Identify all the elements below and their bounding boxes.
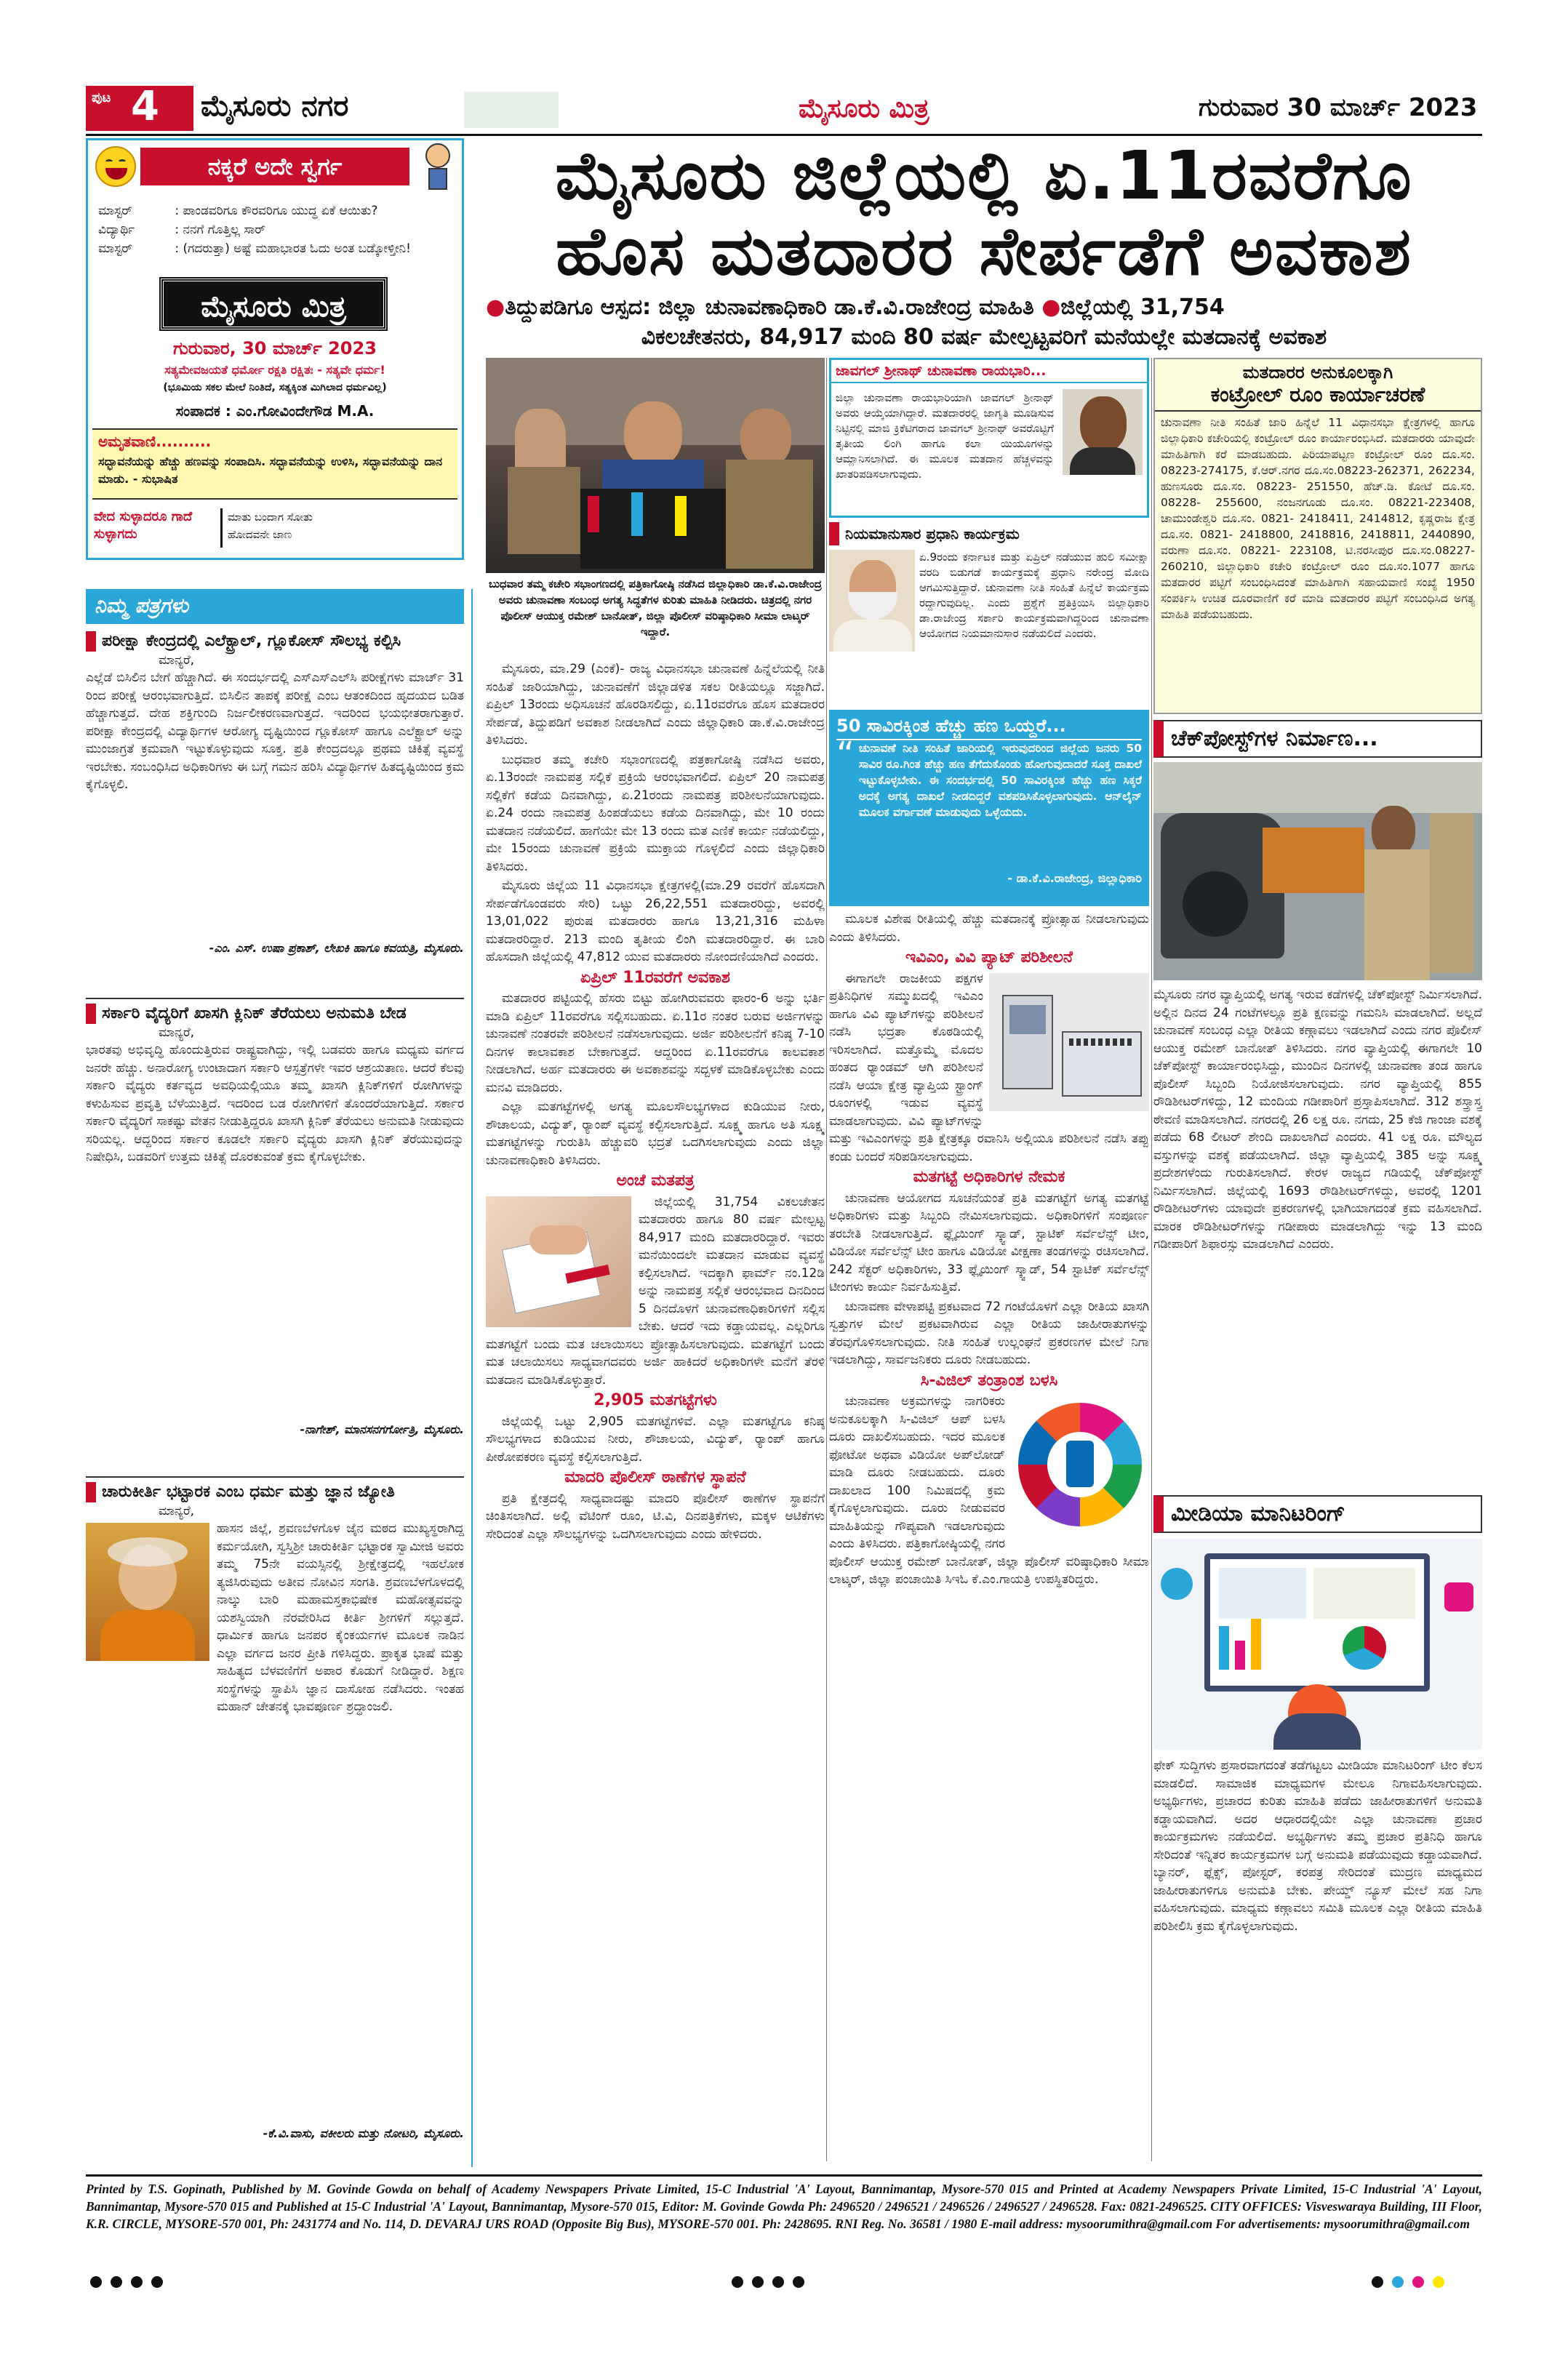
srinath-box	[829, 358, 1149, 518]
cartoon-icon	[417, 143, 459, 193]
subhead-model: ಮಾದರಿ ಪೊಲೀಸ್ ಠಾಣೆಗಳ ಸ್ಥಾಪನೆ	[564, 1468, 746, 1486]
letter-1-greeting: ಮಾನ್ಯರೆ,	[159, 653, 195, 668]
gaade-right: ಮಾತು ಬಂದಾಗ ಸೋತು ಹೋದವನೇ ಜಾಣ	[228, 511, 313, 541]
dialogue-line: ಮಾಸ್ಟರ್ : ಪಾಂಡವರಿಗೂ ಕೌರವರಿಗೂ ಯುದ್ಧ ಏಕೆ ಆಯಿತು?	[98, 204, 378, 218]
headline-sub1-a: ತಿದ್ದುಪಡಿಗೂ ಆಸ್ಪದ: ಜಿಲ್ಲಾ ಚುನಾವಣಾಧಿಕಾರಿ ಡಾ.ಕೆ.ವಿ.ರಾಜೇಂದ್ರ ಮಾಹಿತಿ	[505, 295, 1034, 320]
paper-info-date: ಗುರುವಾರ, 30 ಮಾರ್ಚ್ 2023	[173, 338, 377, 359]
letter-2-title: ಸರ್ಕಾರಿ ವೈದ್ಯರಿಗೆ ಖಾಸಗಿ ಕ್ಲಿನಿಕ್ ತೆರೆಯಲು ಅನುಮತಿ ಬೇಡ	[86, 1004, 464, 1024]
letter-3-greeting: ಮಾನ್ಯರೆ,	[159, 1504, 195, 1518]
gaade-divider	[220, 508, 223, 548]
cvigil-graphic	[1011, 1396, 1149, 1534]
nakkare-box	[86, 138, 464, 560]
headline	[486, 138, 1482, 356]
quote-box	[829, 710, 1149, 906]
registration-dots-right	[1367, 2276, 1449, 2291]
imprint: Printed by T.S. Gopinath, Published by M. Govinde Gowda on behalf of Academy Newspapers Private Limited, 15-C Industrial 'A' Layout, Bannimantap, Mysore-570 015 and Printed at Academy Newspapers Private Limited, 15-C Industrial 'A' Layout, Bannimantap, Mysore-570 015 and Published at 15-C Industrial 'A' Layout, Bannimantap, Mysore-570 015, Editor: M. Govinde Gowda Ph: 2496520 / 2496521 / 2496526 / 2496527 / 2496528. Fax: 0821-2496525. CITY OFFICES: Visveswaraya Building, III Floor, K.R. CIRCLE, MYSORE-570 001, Ph: 2431774 and No. 114, D. DEVARAJ URS ROAD (Opposite Big Bus), MYSORE-570 001. Ph: 2428695. RNI Reg. No. 36581 / 1980 E-mail address: mysoorumithra@gmail.com For advertisements: mysoorumithra@gmail.com	[86, 2182, 1482, 2231]
headline-sub1	[486, 292, 1482, 323]
control-room-title2: ಕಂಟ್ರೋಲ್ ರೂಂ ಕಾರ್ಯಾಚರಣೆ	[1155, 383, 1481, 412]
media-illustration	[1153, 1539, 1482, 1750]
paper-info-editor: ಸಂಪಾದಕ : ಎಂ.ಗೋವಿಂದೇಗೌಡ M.A.	[175, 402, 375, 420]
subhead-april: ಏಪ್ರಿಲ್ 11ರವರೆಗೆ ಅವಕಾಶ	[580, 968, 730, 987]
swamiji-photo	[86, 1523, 209, 1661]
press-meet-caption: ಬುಧವಾರ ತಮ್ಮ ಕಚೇರಿ ಸಭಾಂಗಣದಲ್ಲಿ ಪತ್ರಿಕಾಗೋಷ್ಠಿ ನಡೆಸಿದ ಜಿಲ್ಲಾಧಿಕಾರಿ ಡಾ.ಕೆ.ವಿ.ರಾಜೇಂದ್ರ ಅವರು ಚುನಾವಣಾ ಸಂಬಂಧ ಅಗತ್ಯ ಸಿದ್ಧತೆಗಳ ಕುರಿತು ಮಾಹಿತಿ ನೀಡಿದರು. ಚಿತ್ರದಲ್ಲಿ ನಗರ ಪೊಲೀಸ್ ಆಯುಕ್ತ ರಮೇಶ್ ಬಾನೋತ್, ಜಿಲ್ಲಾ ಪೊಲೀಸ್ ವರಿಷ್ಠಾಧಿಕಾರಿ ಸೀಮಾ ಲಾಟ್ಕರ್ ಇದ್ದಾರೆ.	[489, 577, 822, 638]
evm-photo	[989, 973, 1149, 1111]
letters-header	[86, 589, 464, 624]
nakkare-title: ನಕ್ಕರೆ ಅದೇ ಸ್ವರ್ಗ	[140, 148, 409, 185]
checkpost-text: ಮೈಸೂರು ನಗರ ವ್ಯಾಪ್ತಿಯಲ್ಲಿ ಅಗತ್ಯ ಇರುವ ಕಡೆಗಳಲ್ಲಿ ಚೆಕ್‌ಪೋಸ್ಟ್ ನಿರ್ಮಿಸಲಾಗಿದೆ. ಅಲ್ಲಿನ ದಿನದ 24 ಗಂಟೆಗಳಲ್ಲೂ ಪ್ರತಿ ಕ್ಷಣವನ್ನು ಗಮನಿಸಿ ಮಾಡಲಾಗಿದೆ. ಅಲ್ಲದೆ ಚುನಾವಣೆ ಸಂಬಂಧ ಎಲ್ಲಾ ರೀತಿಯ ಕಣ್ಗಾವಲು ಇಡಲಾಗಿದೆ ಎಂದು ನಗರ ಪೊಲೀಸ್ ಆಯುಕ್ತ ರಮೇಶ್ ಬಾನೋತ್ ತಿಳಿಸಿದರು. ನಗರ ವ್ಯಾಪ್ತಿಯಲ್ಲಿ ಈಗಾಗಲೇ 10 ಚೆಕ್‌ಪೋಸ್ಟ್ ಕಾರ್ಯಾರಂಭಿಸಿದ್ದು, ಮುಂದಿನ ದಿನಗಳಲ್ಲಿ ಚುನಾವಣಾ ತಂಡ ಹಾಗೂ ಪೊಲೀಸ್ ಸಿಬ್ಬಂದಿ ನಿಯೋಜಿಸಲಾಗುವುದು. ನಗರ ವ್ಯಾಪ್ತಿಯಲ್ಲಿ 855 ರೌಡಿಶೀಟರ್‌ಗಳಿದ್ದು, 12 ಮಂದಿಯ ಗಡೀಪಾರಿಗೆ ಪ್ರಸ್ತಾಪಿಸಲಾಗಿದೆ. 312 ಶಸ್ತ್ರಾಸ್ತ್ರ ಠೇವಣಿ ಮಾಡಿಸಲಾಗಿದೆ. ನಗರದಲ್ಲಿ 26 ಲಕ್ಷ ರೂ. ನಗದು, 25 ಕೆಜಿ ಗಾಂಜಾ ವಶಕ್ಕೆ ಪಡೆದು 68 ಲೀಟರ್ ಶೇಂದಿ ದಾಖಲಾಗಿದೆ ಎಂದರು. 41 ಲಕ್ಷ ರೂ. ಮೌಲ್ಯದ ವಸ್ತುಗಳನ್ನು ವಶಕ್ಕೆ ಪಡೆಯಲಾಗಿದೆ. ಜಿಲ್ಲಾ ವ್ಯಾಪ್ತಿಯಲ್ಲಿ 385 ಅನ್ನು ಸೂಕ್ಷ್ಮ ಪ್ರದೇಶಗಳೆಂದು ಗುರುತಿಸಲಾಗಿದೆ. ಕೇರಳ ರಾಜ್ಯದ ಗಡಿಯಲ್ಲಿ ಚೆಕ್‌ಪೋಸ್ಟ್ ನಿರ್ಮಿಸಲಾಗಿದೆ. ಜಿಲ್ಲೆಯಲ್ಲಿ 1693 ರೌಡಿಶೀಟರ್‌ಗಳಿದ್ದು, ಅವರಲ್ಲಿ 1201 ರೌಡಿಶೀಟರ್‌ಗಳು ಯಾವುದೇ ಪ್ರಕರಣಗಳಲ್ಲಿ ಭಾಗಿಯಾಗದಂತೆ ಕ್ರಮ ವಹಿಸಲಾಗಿದೆ. ಮಾರಕ ರೌಡಿಶೀಟರ್‌ಗಳನ್ನು ಗಡೀಪಾರು ಮಾಡಲಾಗಿದ್ದು ಇನ್ನು 13 ಮಂದಿ ಗಡೀಪಾರಿಗೆ ಶಿಫಾರಸ್ಸು ಮಾಡಲಾಗಿದೆ ಎಂದರು.	[1153, 988, 1482, 1252]
bullet-icon: ●	[486, 295, 505, 320]
letter-1-body: ಎಲ್ಲೆಡೆ ಬಿಸಿಲಿನ ಬೇಗೆ ಹೆಚ್ಚಾಗಿದೆ. ಈ ಸಂದರ್ಭದಲ್ಲಿ ಎಸ್ಎಸ್ಎಲ್‌ಸಿ ಪರೀಕ್ಷೆಗಳು ಮಾರ್ಚ್ 31 ರಿಂದ ಪರೀಕ್ಷೆ ಆರಂಭವಾಗುತ್ತಿದೆ. ಬಿಸಿಲಿನ ತಾಪಕ್ಕೆ ಪರೀಕ್ಷೆ ಎಂಬ ಆತಂಕದಿಂದ ಹೃದಯದ ಬಡಿತ ಹೆಚ್ಚಾಗುತ್ತದೆ. ದೇಹ ಶಕ್ತಿಗುಂದಿ ನಿರ್ಜಲೀಕರಣವಾಗುತ್ತದೆ. ಇದರಿಂದ ಭಯಭೀತರಾಗುತ್ತಾರೆ. ಪರೀಕ್ಷಾ ಕೇಂದ್ರದಲ್ಲಿ ವಿದ್ಯಾರ್ಥಿಗಳ ಆರೋಗ್ಯ ದೃಷ್ಟಿಯಿಂದ ಗ್ಲೂಕೋಸ್ ಹಾಗೂ ಎಲೆಕ್ಟ್ರಾಲ್ ಅನ್ನು ಮುಂಜಾಗ್ರತೆ ಕ್ರಮವಾಗಿ ಇಟ್ಟುಕೊಳ್ಳುವುದು ಸೂಕ್ತ. ಪ್ರತಿ ಕೇಂದ್ರದಲ್ಲೂ ಪ್ರಥಮ ಚಿಕಿತ್ಸೆ ವ್ಯವಸ್ಥೆ ಇರಬೇಕು. ಸಂಬಂಧಿಸಿದ ಅಧಿಕಾರಿಗಳು ಈ ಬಗ್ಗೆ ಗಮನ ಹರಿಸಿ ವಿದ್ಯಾರ್ಥಿಗಳ ಹಿತದೃಷ್ಟಿಯಿಂದ ಕ್ರಮ ಕೈಗೊಳ್ಳಲಿ.	[86, 670, 464, 792]
subhead-booths: 2,905 ಮತಗಟ್ಟೆಗಳು	[593, 1391, 717, 1409]
letter-2-signature: -ನಾಗೇಶ್, ಮಾನಸನಗರ್ಗೋತ್ರಿ, ಮೈಸೂರು.	[300, 1422, 464, 1436]
bullet-icon: ●	[1041, 295, 1061, 320]
col-rule-2	[1151, 358, 1152, 2161]
masthead-rule	[86, 134, 1482, 136]
quote-text: ಚುನಾವಣೆ ನೀತಿ ಸಂಹಿತೆ ಜಾರಿಯಲ್ಲಿ ಇರುವುದರಿಂದ ಜಿಲ್ಲೆಯ ಜನರು 50 ಸಾವಿರ ರೂ.ಗಿಂತ ಹೆಚ್ಚು ಹಣ ತೆಗೆದುಕೊಂಡು ಹೋಗುವುದಾದರೆ ಸೂಕ್ತ ದಾಖಲೆ ಇಟ್ಟುಕೊಳ್ಳಬೇಕು. ಈ ಸಂದರ್ಭದಲ್ಲಿ 50 ಸಾವಿರಕ್ಕಿಂತ ಹೆಚ್ಚು ಹಣ ಸಿಕ್ಕರೆ ಅದಕ್ಕೆ ಅಗತ್ಯ ದಾಖಲೆ ನೀಡದಿದ್ದರೆ ವಶಪಡಿಸಿಕೊಳ್ಳಲಾಗುವುದು. ಆನ್‌ಲೈನ್ ಮೂಲಕ ವರ್ಗಾವಣೆ ಮಾಡುವುದು ಒಳ್ಳೆಯದು.	[858, 742, 1142, 819]
headline-line1: ಮೈಸೂರು ಜಿಲ್ಲೆಯಲ್ಲಿ ಏ.11ರವರೆಗೂ	[555, 137, 1413, 215]
letter-3-signature: -ಕೆ.ವಿ.ವಾಸು, ವಕೀಲರು ಮತ್ತು ನೋಟರಿ, ಮೈಸೂರು.	[263, 2126, 464, 2140]
page-number-box	[86, 83, 193, 131]
checkpost-photo	[1153, 762, 1482, 980]
main-para7: ಜಿಲ್ಲೆಯಲ್ಲಿ ಒಟ್ಟು 2,905 ಮತಗಟ್ಟೆಗಳಿವೆ. ಎಲ್ಲಾ ಮತಗಟ್ಟೆಗೂ ಕನಿಷ್ಠ ಸೌಲಭ್ಯಗಳಾದ ಕುಡಿಯುವ ನೀರು, ಶೌಚಾಲಯ, ವಿದ್ಯುತ್, ರ್‍ಯಾಂಪ್ ಹಾಗೂ ಪೀಠೋಪಕರಣ ವ್ಯವಸ್ಥೆ ಕಲ್ಪಿಸಲಾಗುತ್ತಿದೆ.	[486, 1414, 825, 1465]
page-label: ಪುಟ	[92, 90, 111, 105]
media-title: ಮೀಡಿಯಾ ಮಾನಿಟರಿಂಗ್	[1153, 1495, 1482, 1533]
letter-1-title: ಪರೀಕ್ಷಾ ಕೇಂದ್ರದಲ್ಲಿ ಎಲೆಕ್ಟ್ರಾಲ್, ಗ್ಲೂಕೋಸ್ ಸೌಲಭ್ಯ ಕಲ್ಪಿಸಿ	[86, 631, 464, 652]
gaade-left: ವೇದ ಸುಳ್ಳಾದರೂ ಗಾದೆ ಸುಳ್ಳಾಗದು	[94, 509, 193, 542]
subhead-officers: ಮತಗಟ್ಟೆ ಅಧಿಕಾರಿಗಳ ನೇಮಕ	[913, 1168, 1065, 1186]
amrutha-title: ಅಮೃತವಾಣಿ..........	[98, 433, 212, 450]
modi-text: ಏ.9ರಂದು ಕರ್ನಾಟಕ ಮತ್ತು ಏಪ್ರಿಲ್ ನಡೆಯುವ ಹುಲಿ ಸಮೀಕ್ಷಾ ವರದಿ ಬಿಡುಗಡೆ ಕಾರ್ಯಕ್ರಮಕ್ಕೆ ಪ್ರಧಾನಿ ನರೇಂದ್ರ ಮೋದಿ ಆಗಮಿಸುತ್ತಿದ್ದಾರೆ. ಚುನಾವಣಾ ನೀತಿ ಸಂಹಿತೆ ಹಿನ್ನೆಲೆ ಕಾರ್ಯಕ್ರಮ ರದ್ದಾಗುವುದಿಲ್ಲ. ಎಂದು ಪ್ರಶ್ನೆಗೆ ಪ್ರತಿಕ್ರಿಯಿಸಿ ಜಿಲ್ಲಾಧಿಕಾರಿ ಡಾ.ರಾಜೇಂದ್ರ ಸರ್ಕಾರಿ ಕಾರ್ಯಕ್ರಮವಾಗಿದ್ದರಿಂದ ಚುನಾವಣಾ ಆಯೋಗದ ನಿಯಮಾನುಸಾರ ನಡೆಯಲಿದೆ ಎಂದರು.	[919, 551, 1149, 640]
quote-icon: “	[836, 734, 855, 775]
srinath-photo	[1063, 389, 1143, 475]
letter-3-body: ಹಾಸನ ಜಿಲ್ಲೆ, ಶ್ರವಣಬೆಳಗೊಳ ಜೈನ ಮಠದ ಮುಖ್ಯಸ್ಥರಾಗಿದ್ದ ಕರ್ಮಯೋಗಿ, ಸ್ವಸ್ತಿಶ್ರೀ ಚಾರುಕೀರ್ತಿ ಭಟ್ಟಾರಕ ಸ್ವಾಮೀಜಿ ಅವರು ತಮ್ಮ 75ನೇ ವಯಸ್ಸಿನಲ್ಲಿ ಶ್ರೀಕ್ಷೇತ್ರದಲ್ಲಿ ಇಹಲೋಕ ತ್ಯಜಿಸಿರುವುದು ಅತೀವ ನೋವಿನ ಸಂಗತಿ. ಶ್ರವಣಬೆಳಗೊಳದಲ್ಲಿ ನಾಲ್ಕು ಬಾರಿ ಮಹಾಮಸ್ತಕಾಭಿಷೇಕ ಮಹೋತ್ಸವವನ್ನು ಯಶಸ್ವಿಯಾಗಿ ನೆರವೇರಿಸಿದ ಕೀರ್ತಿ ಶ್ರೀಗಳಿಗೆ ಸಲ್ಲುತ್ತದೆ. ಧಾರ್ಮಿಕ ಹಾಗೂ ಜನಪರ ಕೈಂಕರ್ಯಗಳ ಮೂಲಕ ನಾಡಿನ ಎಲ್ಲಾ ವರ್ಗದ ಜನರ ಪ್ರೀತಿ ಗಳಿಸಿದ್ದರು. ಪ್ರಾಕೃತ ಭಾಷೆ ಮತ್ತು ಸಾಹಿತ್ಯದ ಬೆಳವಣಿಗೆಗೆ ಅಪಾರ ಕೊಡುಗೆ ನೀಡಿದ್ದಾರೆ. ಶಿಕ್ಷಣ ಸಂಸ್ಥೆಗಳನ್ನು ಸ್ಥಾಪಿಸಿ ಜ್ಞಾನ ದಾಸೋಹ ನಡೆಸಿದರು. ಇಂತಹ ಮಹಾನ್ ಚೇತನಕ್ಕೆ ಭಾವಪೂರ್ಣ ಶ್ರದ್ಧಾಂಜಲಿ.	[217, 1521, 464, 1714]
letter-1-signature: -ಎಂ. ಎಸ್. ಉಷಾ ಪ್ರಕಾಶ್, ಲೇಖಕಿ ಹಾಗೂ ಕವಯತ್ರಿ, ಮೈಸೂರು.	[209, 941, 464, 955]
masthead-date: ಗುರುವಾರ 30 ಮಾರ್ಚ್ 2023	[1199, 93, 1478, 122]
letter-3	[86, 1476, 464, 2167]
letter-1	[86, 631, 464, 995]
paper-info-logo: ಮೈಸೂರು ಮಿತ್ರ	[161, 279, 386, 329]
nakkare-dialogue	[98, 201, 455, 258]
voting-photo	[486, 1196, 631, 1327]
modi-title: ನಿಯಮಾನುಸಾರ ಪ್ರಧಾನಿ ಕಾರ್ಯಕ್ರಮ	[829, 522, 1149, 545]
registration-dots-center	[727, 2276, 809, 2291]
letters-rule	[471, 589, 473, 2167]
section-green-bar	[464, 92, 559, 128]
control-room-box	[1153, 358, 1482, 714]
main-para3: ಮೈಸೂರು ಜಿಲ್ಲೆಯ 11 ವಿಧಾನಸಭಾ ಕ್ಷೇತ್ರಗಳಲ್ಲಿ(ಮಾ.29 ರವರೆಗೆ ಹೊಸದಾಗಿ ಸೇರ್ಪಡೆಗೊಂಡವರು ಸೇರಿ) ಒಟ್ಟು 26,22,551 ಮತದಾರರಿದ್ದು, ಅವರಲ್ಲಿ 13,01,022 ಪುರುಷ ಮತದಾರರು ಹಾಗೂ 13,21,316 ಮಹಿಳಾ ಮತದಾರರಿದ್ದಾರೆ. 213 ಮಂದಿ ತೃತೀಯ ಲಿಂಗಿ ಮತದಾರರಿದ್ದಾರೆ. ಈ ಬಾರಿ ಹೊಸದಾಗಿ ಜಿಲ್ಲೆಯಲ್ಲಿ 47,812 ಯುವ ಮತದಾರರು ನೋಂದಣಿಯಾಗಿದೆ ಎಂದರು.	[486, 878, 825, 964]
control-room-title1: ಮತದಾರರ ಅನುಕೂಲಕ್ಕಾಗಿ	[1242, 362, 1393, 383]
main-para1: ಮೈಸೂರು, ಮಾ.29 (ಎಂಕೆ)- ರಾಜ್ಯ ವಿಧಾನಸಭಾ ಚುನಾವಣೆ ಹಿನ್ನೆಲೆಯಲ್ಲಿ ನೀತಿ ಸಂಹಿತೆ ಜಾರಿಯಾಗಿದ್ದು, ಚುನಾವಣೆಗೆ ಜಿಲ್ಲಾಡಳಿತ ಸಕಲ ರೀತಿಯಲ್ಲೂ ಸಜ್ಜಾಗಿದೆ. ಏಪ್ರಿಲ್ 13ರಂದು ಅಧಿಸೂಚನೆ ಹೊರಡಿಸಲಿದ್ದು, ಏ.11ರವರೆಗೂ ಹೊಸ ಮತದಾರರ ಸೇರ್ಪಡೆ, ತಿದ್ದುಪಡಿಗೆ ಅವಕಾಶ ನೀಡಲಾಗಿದೆ ಎಂದು ಜಿಲ್ಲಾಧಿಕಾರಿ ಡಾ.ಕೆ.ವಿ.ರಾಜೇಂದ್ರ ತಿಳಿಸಿದರು.	[486, 662, 825, 748]
mid-evm: ಈಗಾಗಲೇ ರಾಜಕೀಯ ಪಕ್ಷಗಳ ಪ್ರತಿನಿಧಿಗಳ ಸಮ್ಮುಖದಲ್ಲಿ ಇವಿಎಂ ಹಾಗೂ ವಿವಿ ಪ್ಯಾಟ್‌ಗಳನ್ನು ಪರಿಶೀಲನೆ ನಡೆಸಿ ಭದ್ರತಾ ಕೊಠಡಿಯಲ್ಲಿ ಇರಿಸಲಾಗಿದೆ. ಮತ್ತೊಮ್ಮೆ ಮೊದಲ ಹಂತದ ರ್‍ಯಾಂಡಮ್ ಆಗಿ ಪರಿಶೀಲನೆ ನಡೆಸಿ ಆಯಾ ಕ್ಷೇತ್ರ ವ್ಯಾಪ್ತಿಯ ಸ್ಟ್ರಾಂಗ್ ರೂಂಗಳಲ್ಲಿ ಇಡುವ ವ್ಯವಸ್ಥೆ ಮಾಡಲಾಗುವುದು. ವಿವಿ ಪ್ಯಾಟ್‌ಗಳನ್ನು ಮತ್ತು ಇವಿಎಂಗಳನ್ನು ಪ್ರತಿ ಕ್ಷೇತ್ರಕ್ಕೂ ರವಾನಿಸಿ ಅಲ್ಲಿಯೂ ಪರಿಶೀಲನೆ ನಡೆಸಿ ತಪ್ಪು ಕಂಡು ಬಂದರೆ ಸರಿಪಡಿಸಲಾಗುವುದು.	[829, 971, 1149, 1164]
mid-article	[829, 910, 1149, 2161]
srinath-title: ಜಾವಗಲ್ ಶ್ರೀನಾಥ್ ಚುನಾವಣಾ ರಾಯಭಾರಿ...	[831, 360, 1147, 383]
headline-sub2: ವಿಕಲಚೇತನರು, 84,917 ಮಂದಿ 80 ವರ್ಷ ಮೇಲ್ಪಟ್ಟವರಿಗೆ ಮನೆಯಲ್ಲೇ ಮತದಾನಕ್ಕೆ ಅವಕಾಶ	[641, 324, 1327, 350]
headline-sub1-b: ಜಿಲ್ಲೆಯಲ್ಲಿ 31,754	[1060, 295, 1225, 320]
quote-title: 50 ಸಾವಿರಕ್ಕಿಂತ ಹೆಚ್ಚು ಹಣ ಒಯ್ದರೆ...	[836, 716, 1142, 740]
modi-box	[829, 522, 1149, 704]
paper-info-motto1: ಸತ್ಯಮೇವಜಯತೆ ಧರ್ಮೋ ರಕ್ಷತಿ ರಕ್ಷಿತಃ - ಸತ್ಯವೇ ಧರ್ಮ!	[164, 363, 385, 377]
letter-2-greeting: ಮಾನ್ಯರೆ,	[159, 1025, 195, 1040]
amrutha-text: ಸದ್ಭಾವನೆಯನ್ನು ಹೆಚ್ಚು ಹಣವನ್ನು ಸಂಪಾದಿಸಿ. ಸದ್ಭಾವನೆಯನ್ನು ಉಳಿಸಿ, ಸದ್ಭಾವನೆಯನ್ನು ದಾನ ಮಾಡು. - ಸುಭಾಷಿತ	[98, 455, 443, 486]
checkpost-title: ಚೆಕ್‌ಪೋಸ್ಟ್‌ಗಳ ನಿರ್ಮಾಣ...	[1153, 720, 1482, 758]
headline-line2: ಹೊಸ ಮತದಾರರ ಸೇರ್ಪಡೆಗೆ ಅವಕಾಶ	[556, 212, 1412, 290]
page-number: 4	[131, 83, 159, 130]
mid-officers: ಚುನಾವಣಾ ಆಯೋಗದ ಸೂಚನೆಯಂತೆ ಪ್ರತಿ ಮತಗಟ್ಟೆಗೆ ಅಗತ್ಯ ಮತಗಟ್ಟೆ ಅಧಿಕಾರಿಗಳು ಮತ್ತು ಸಿಬ್ಬಂದಿ ನೇಮಿಸಲಾಗುವುದು. ಅಧಿಕಾರಿಗಳಿಗೆ ಸಂಪೂರ್ಣ ತರಬೇತಿ ನೀಡಲಾಗುತ್ತಿದೆ. ಫ್ಲೈಯಿಂಗ್ ಸ್ಕ್ವಾಡ್, ಸ್ಟಾಟಿಕ್ ಸರ್ವೆಲೆನ್ಸ್ ಟೀಂ, ವಿಡಿಯೋ ಸರ್ವೆಲೆನ್ಸ್ ಟೀಂ ಹಾಗೂ ವಿಡಿಯೋ ವೀಕ್ಷಣಾ ತಂಡಗಳನ್ನು ರಚಿಸಲಾಗಿದೆ. 242 ಸೆಕ್ಟರ್ ಅಧಿಕಾರಿಗಳು, 33 ಫ್ಲೈಯಿಂಗ್ ಸ್ಕ್ವಾಡ್, 54 ಸ್ಟಾಟಿಕ್ ಸರ್ವೆಲೆನ್ಸ್ ಟೀಂಗಳು ಕಾರ್ಯ ನಿರ್ವಹಿಸುತ್ತಿವೆ.	[829, 1190, 1149, 1294]
dialogue-line: ಮಾಸ್ಟರ್ : (ಗದರುತ್ತಾ) ಅಷ್ಟೆ ಮಹಾಭಾರತ ಓದು ಅಂತ ಬಡ್ಕೋಳ್ತೀನಿ!	[98, 241, 411, 256]
main-para2: ಬುಧವಾರ ತಮ್ಮ ಕಚೇರಿ ಸಭಾಂಗಣದಲ್ಲಿ ಪತ್ರಕಾಗೋಷ್ಠಿ ನಡೆಸಿದ ಅವರು, ಏ.13ರಂದೇ ನಾಮಪತ್ರ ಸಲ್ಲಿಕೆ ಪ್ರಕ್ರಿಯೆ ಆರಂಭವಾಗಲಿದೆ. ಏಪ್ರಿಲ್ 20 ನಾಮಪತ್ರ ಸಲ್ಲಿಕೆಗೆ ಕಡೆಯ ದಿನವಾಗಿದ್ದು, ಏ.21ರಂದು ನಾಮಪತ್ರ ಪರಿಶೀಲನೆಯಾಗುವುದು. ಏ.24 ರಂದು ನಾಮಪತ್ರ ಹಿಂಪಡೆಯಲು ಕಡೆಯ ದಿನವಾಗಿದ್ದು, ಮೇ 10 ರಂದು ಮತದಾನ ನಡೆಯಲಿದೆ. ಹಾಗೆಯೇ ಮೇ 13 ರಂದು ಮತ ಎಣಿಕೆ ಕಾರ್ಯ ನಡೆಯಲಿದ್ದು, ಮೇ 15ರಂದು ಚುನಾವಣೆ ಪ್ರಕ್ರಿಯೆ ಮುಕ್ತಾಯ ಗೊಳ್ಳಲಿದೆ ಎಂದು ಜಿಲ್ಲಾಧಿಕಾರಿ ತಿಳಿಸಿದರು.	[486, 752, 825, 874]
mid-cvigil: ಚುನಾವಣಾ ಅಕ್ರಮಗಳನ್ನು ನಾಗರಿಕರು ಅನುಕೂಲಕ್ಕಾಗಿ ಸಿ-ವಿಜಿಲ್ ಆಪ್ ಬಳಸಿ ದೂರು ದಾಖಲಿಸಬಹುದು. ಇದರ ಮೂಲಕ ಫೋಟೋ ಅಥವಾ ವಿಡಿಯೋ ಅಪ್‌ಲೋಡ್ ಮಾಡಿ ದೂರು ನೀಡಬಹುದು. ದೂರು ದಾಖಲಾದ 100 ನಿಮಿಷದಲ್ಲಿ ಕ್ರಮ ಕೈಗೊಳ್ಳಲಾಗುವುದು. ದೂರು ನೀಡುವವರ ಮಾಹಿತಿಯನ್ನು ಗೌಪ್ಯವಾಗಿ ಇಡಲಾಗುವುದು ಎಂದು ತಿಳಿಸಿದರು. ಪತ್ರಿಕಾಗೋಷ್ಠಿಯಲ್ಲಿ ನಗರ ಪೊಲೀಸ್ ಆಯುಕ್ತ ರಮೇಶ್ ಬಾನೋತ್, ಜಿಲ್ಲಾ ಪೊಲೀಸ್ ವರಿಷ್ಠಾಧಿಕಾರಿ ಸೀಮಾ ಲಾಟ್ಕರ್, ಜಿಲ್ಲಾ ಪಂಚಾಯಿತಿ ಸಿಇಓ ಕೆ.ಎಂ.ಗಾಯತ್ರಿ ಉಪಸ್ಥಿತರಿದ್ದರು.	[829, 1394, 1149, 1587]
section-name: ಮೈಸೂರು ನಗರ	[201, 89, 349, 123]
control-room-text: ಚುನಾವಣಾ ನೀತಿ ಸಂಹಿತೆ ಜಾರಿ ಹಿನ್ನೆಲೆ 11 ವಿಧಾನಸಭಾ ಕ್ಷೇತ್ರಗಳಲ್ಲಿ ಹಾಗೂ ಜಿಲ್ಲಾಧಿಕಾರಿ ಕಚೇರಿಯಲ್ಲಿ ಕಂಟ್ರೋಲ್ ರೂಂ ಕಾರ್ಯಾರಂಭಿಸಿದೆ. ಮತದಾರರು ಯಾವುದೇ ಮಾಹಿತಿಗಾಗಿ ಕರೆ ಮಾಡಬಹುದು. ಪಿರಿಯಾಪಟ್ಟಣ ಕಂಟ್ರೋಲ್ ರೂಂ ದೂ.ಸಂ. 08223-274175, ಕೆ.ಆರ್.ನಗರ ದೂ.ಸಂ.08223-262371, 262234, ಹುಣಸೂರು ದೂ.ಸಂ. 08223- 251550, ಹೆಚ್.ಡಿ. ಕೋಟೆ ದೂ.ಸಂ. 08228- 255600, ನಂಜನಗೂಡು ದೂ.ಸಂ. 08221-223408, ಚಾಮುಂಡೇಶ್ವರಿ ದೂ.ಸಂ. 0821- 2418411, 2414812, ಕೃಷ್ಣರಾಜ ಕ್ಷೇತ್ರ ದೂ.ಸಂ. 0821- 2418800, 2418816, 2418811, 2440890, ವರುಣಾ ದೂ.ಸಂ. 08221- 223108, ಟಿ.ನರಸೀಪುರ ದೂ.ಸಂ.08227- 260210, ಜಿಲ್ಲಾಧಿಕಾರಿ ಕಚೇರಿ ಕಂಟ್ರೋಲ್ ರೂಂ ದೂ.ಸಂ.1077 ಹಾಗೂ ಮತದಾರರ ಪಟ್ಟಿಗೆ ಸಂಬಂಧಿಸಿದಂತೆ ಮಾಹಿತಿಗಾಗಿ ಸಹಾಯವಾಣಿ ಸಂಖ್ಯೆ 1950 ಸಂಪರ್ಕಿಸಿ ಉಚಿತ ದೂರವಾಣಿಗೆ ಕರೆ ಮಾಡಿ ಮತದಾರರ ಪಟ್ಟಿಗೆ ಸಂಬಂಧಿಸಿದ ಅಗತ್ಯ ಮಾಹಿತಿ ಪಡೆಯಬಹುದು.	[1161, 416, 1475, 621]
subhead-evm: ಇವಿಎಂ, ವಿವಿ ಪ್ಯಾಟ್ ಪರಿಶೀಲನೆ	[905, 948, 1073, 966]
main-para8: ಪ್ರತಿ ಕ್ಷೇತ್ರದಲ್ಲಿ ಸಾಧ್ಯವಾದಷ್ಟು ಮಾದರಿ ಪೊಲೀಸ್ ಠಾಣೆಗಳ ಸ್ಥಾಪನೆಗೆ ಚಿಂತಿಸಲಾಗಿದೆ. ಅಲ್ಲಿ ವೆಟಿಂಗ್ ರೂಂ, ಟಿ.ವಿ, ದಿನಪತ್ರಿಕೆಗಳು, ಮಕ್ಕಳ ಆಟಿಕೆಗಳು ಸೇರಿದಂತೆ ಎಲ್ಲಾ ಸೌಲಭ್ಯಗಳನ್ನು ಒದಗಿಸಲಾಗುವುದು ಎಂದು ಹೇಳಿದರು.	[486, 1491, 825, 1542]
quote-sign: - ಡಾ.ಕೆ.ವಿ.ರಾಜೇಂದ್ರ, ಜಿಲ್ಲಾಧಿಕಾರಿ	[1007, 871, 1142, 885]
checkpost-box	[1153, 720, 1482, 1491]
letter-2	[86, 998, 464, 1463]
letter-2-body: ಭಾರತವು ಅಭಿವೃದ್ಧಿ ಹೊಂದುತ್ತಿರುವ ರಾಷ್ಟ್ರವಾಗಿದ್ದು, ಇಲ್ಲಿ ಬಡವರು ಹಾಗೂ ಮಧ್ಯಮ ವರ್ಗದ ಜನರೇ ಹೆಚ್ಚು. ಅನಾರೋಗ್ಯ ಉಂಟಾದಾಗ ಸರ್ಕಾರಿ ಆಸ್ಪತ್ರೆಗಳೇ ಇವರ ಆಶ್ರಯತಾಣ. ಆದರೆ ಕೆಲವು ಸರ್ಕಾರಿ ವೈದ್ಯರು ಕರ್ತವ್ಯದ ಅವಧಿಯಲ್ಲಿಯೂ ತಮ್ಮ ಖಾಸಗಿ ಕ್ಲಿನಿಕ್‌ಗಳಿಗೆ ರೋಗಿಗಳನ್ನು ಕಳುಹಿಸುವ ಪ್ರವೃತ್ತಿ ಬೆಳೆಯುತ್ತಿದೆ. ಇದರಿಂದ ಬಡ ರೋಗಿಗಳಿಗೆ ತೊಂದರೆಯಾಗುತ್ತಿದೆ. ಸರ್ಕಾರ ಸರ್ಕಾರಿ ವೈದ್ಯರಿಗೆ ಸಾಕಷ್ಟು ವೇತನ ನೀಡುತ್ತಿದ್ದರೂ ಖಾಸಗಿ ಕ್ಲಿನಿಕ್ ತೆರೆಯಲು ಅನುಮತಿ ನೀಡುವುದು ಸರಿಯಲ್ಲ. ಆದ್ದರಿಂದ ಸರ್ಕಾರ ಕೂಡಲೇ ಸರ್ಕಾರಿ ವೈದ್ಯರು ಖಾಸಗಿ ಕ್ಲಿನಿಕ್ ತೆರೆಯುವುದನ್ನು ನಿಷೇಧಿಸಿ, ಬಡವರಿಗೆ ಉತ್ತಮ ಚಿಕಿತ್ಸೆ ದೊರಕುವಂತೆ ಕ್ರಮ ಕೈಗೊಳ್ಳಬೇಕು.	[86, 1043, 464, 1164]
mid-intro: ಮೂಲಕ ವಿಶೇಷ ರೀತಿಯಲ್ಲಿ ಹೆಚ್ಚು ಮತದಾನಕ್ಕೆ ಪ್ರೋತ್ಸಾಹ ನೀಡಲಾಗುವುದು ಎಂದು ತಿಳಿಸಿದರು.	[829, 912, 1149, 945]
masthead	[86, 83, 1482, 131]
paper-logo: ಮೈಸೂರು ಮಿತ್ರ	[799, 93, 929, 124]
paper-info-motto2: (ಭೂಮಿಯ ಸಕಲ ಮೇಲೆ ನಿಂತಿದೆ, ಸತ್ಯಕ್ಕಿಂತ ಮಿಗಿಲಾದ ಧರ್ಮವಿಲ್ಲ)	[163, 382, 387, 393]
col-rule-1	[826, 358, 827, 2161]
modi-photo	[829, 550, 915, 652]
imprint-rule	[86, 2174, 1482, 2177]
letter-3-title: ಚಾರುಕೀರ್ತಿ ಭಟ್ಟಾರಕ ಎಂಬ ಧರ್ಮ ಮತ್ತು ಜ್ಞಾನ ಜ್ಯೋತಿ	[86, 1482, 464, 1502]
amrutha-box	[92, 428, 457, 500]
main-article-col1	[486, 660, 825, 1911]
dialogue-line: ವಿದ್ಯಾರ್ಥಿ : ನನಗೆ ಗೊತ್ತಿಲ್ಲ ಸಾರ್	[98, 223, 265, 237]
main-para6: ಜಿಲ್ಲೆಯಲ್ಲಿ 31,754 ವಿಕಲಚೇತನ ಮತದಾರರು ಹಾಗೂ 80 ವರ್ಷ ಮೇಲ್ಪಟ್ಟ 84,917 ಮಂದಿ ಮತದಾರರಿದ್ದಾರೆ. ಇವರು ಮನೆಯಿಂದಲೇ ಮತದಾನ ಮಾಡುವ ವ್ಯವಸ್ಥೆ ಕಲ್ಪಿಸಲಾಗಿದೆ. ಇದಕ್ಕಾಗಿ ಫಾರ್ಮ್ ನಂ.12ಡಿ ಅನ್ನು ನಾಮಪತ್ರ ಸಲ್ಲಿಕೆ ಆರಂಭವಾದ ದಿನದಿಂದ 5 ದಿನದೊಳಗೆ ಚುನಾವಣಾಧಿಕಾರಿಗಳಿಗೆ ಸಲ್ಲಿಸ ಬೇಕು. ಆದರೆ ಇದು ಕಡ್ಡಾಯವಲ್ಲ. ಎಲ್ಲರಿಗೂ ಮತಗಟ್ಟೆಗೆ ಬಂದು ಮತ ಚಲಾಯಿಸಲು ಪ್ರೋತ್ಸಾಹಿಸಲಾಗುವುದು. ಮತಗಟ್ಟೆಗೆ ಬಂದು ಮತ ಚಲಾಯಿಸಲು ಸಾಧ್ಯವಾಗದವರು ಅರ್ಜಿ ಹಾಕಿದರೆ ಅಧಿಕಾರಿಗಳೇ ಮನೆಗೆ ತೆರಳಿ ಮತದಾನ ಮಾಡಿಸಿಕೊಳ್ಳುತ್ತಾರೆ.	[486, 1194, 825, 1388]
mid-media: ಚುನಾವಣಾ ವೇಳಾಪಟ್ಟಿ ಪ್ರಕಟವಾದ 72 ಗಂಟೆಯೊಳಗೆ ಎಲ್ಲಾ ರೀತಿಯ ಖಾಸಗಿ ಸ್ವತ್ತುಗಳ ಮೇಲೆ ಪ್ರಕಟವಾಗಿರುವ ಎಲ್ಲಾ ರೀತಿಯ ಜಾಹೀರಾತುಗಳನ್ನು ತೆರವುಗೊಳಿಸಲಾಗುವುದು. ನೀತಿ ಸಂಹಿತೆ ಉಲ್ಲಂಘನೆ ಪ್ರಕರಣಗಳ ಮೇಲೆ ನಿಗಾ ಇಡಲಾಗಿದ್ದು, ಸಾರ್ವಜನಿಕರು ದೂರು ನೀಡಬಹುದು.	[829, 1299, 1149, 1367]
letters-header-title: ನಿಮ್ಮ ಪತ್ರಗಳು	[95, 593, 188, 617]
media-box	[1153, 1495, 1482, 2164]
press-meet-photo	[486, 358, 825, 573]
main-para5: ಎಲ್ಲಾ ಮತಗಟ್ಟೆಗಳಲ್ಲಿ ಅಗತ್ಯ ಮೂಲಸೌಲಭ್ಯಗಳಾದ ಕುಡಿಯುವ ನೀರು, ಶೌಚಾಲಯ, ವಿದ್ಯುತ್, ರ್‍ಯಾಂಪ್ ವ್ಯವಸ್ಥೆ ಕಲ್ಪಿಸಲಾಗುತ್ತಿದೆ. ಸೂಕ್ಷ್ಮ ಹಾಗೂ ಅತಿ ಸೂಕ್ಷ್ಮ ಮತಗಟ್ಟೆಗಳನ್ನು ಗುರುತಿಸಿ ಹೆಚ್ಚುವರಿ ಭದ್ರತೆ ಒದಗಿಸಲಾಗುವುದು ಎಂದು ಜಿಲ್ಲಾ ಚುನಾವಣಾಧಿಕಾರಿ ತಿಳಿಸಿದರು.	[486, 1100, 825, 1168]
subhead-home: ಅಂಚೆ ಮತಪತ್ರ	[616, 1172, 695, 1190]
main-para4: ಮತದಾರರ ಪಟ್ಟಿಯಲ್ಲಿ ಹೆಸರು ಬಿಟ್ಟು ಹೋಗಿರುವವರು ಫಾರಂ-6 ಅನ್ನು ಭರ್ತಿ ಮಾಡಿ ಏಪ್ರಿಲ್ 11ರವರೆಗೂ ಸಲ್ಲಿಸಬಹುದು. ಏ.11ರ ನಂತರ ಬರುವ ಅರ್ಜಿಗಳನ್ನು ಚುನಾವಣೆ ನಂತರವೇ ಪರಿಶೀಲನೆ ನಡೆಸಲಾಗುವುದು. ಅರ್ಜಿ ಪರಿಶೀಲನೆಗೆ ಕನಿಷ್ಠ 7-10 ದಿನಗಳ ಕಾಲಾವಕಾಶ ಬೇಕಾಗುತ್ತದೆ. ಆದ್ದರಿಂದ ಏ.11ರವರೆಗೂ ಕಾಲವಕಾಶ ನೀಡಲಾಗಿದೆ. ಅರ್ಹ ಮತದಾರರು ಈ ಅವಕಾಶವನ್ನು ಸದ್ಬಳಕೆ ಮಾಡಿಕೊಳ್ಳಬೇಕು ಎಂದು ಮನವಿ ಮಾಡಿದರು.	[486, 991, 825, 1095]
media-text: ಫೇಕ್ ಸುದ್ದಿಗಳು ಪ್ರಸಾರವಾಗದಂತೆ ತಡೆಗಟ್ಟಲು ಮೀಡಿಯಾ ಮಾನಿಟರಿಂಗ್ ಟೀಂ ಕೆಲಸ ಮಾಡಲಿದೆ. ಸಾಮಾಜಿಕ ಮಾಧ್ಯಮಗಳ ಮೇಲೂ ನಿಗಾವಹಿಸಲಾಗುವುದು. ಅಭ್ಯರ್ಥಿಗಳು, ಪ್ರಚಾರದ ಕುರಿತು ಮಾಹಿತಿ ಪಡೆದು ಜಾಹೀರಾತುಗಳಿಗೆ ಅನುಮತಿ ಕಡ್ಡಾಯವಾಗಿದೆ. ಅದರ ಆಧಾರದಲ್ಲಿಯೇ ಎಲ್ಲಾ ಚುನಾವಣಾ ಪ್ರಚಾರ ಕಾರ್ಯಕ್ರಮಗಳು ನಡೆಯಲಿದೆ. ಅಭ್ಯರ್ಥಿಗಳು ತಮ್ಮ ಪ್ರಚಾರ ಪ್ರತಿನಿಧಿ ಹಾಗೂ ಸೇರಿದಂತೆ ಇನ್ನಿತರ ಕಾರ್ಯಕ್ರಮಗಳ ಬಗ್ಗೆ ಅನುಮತಿ ಪಡೆಯುವುದು ಕಡ್ಡಾಯವಾಗಿದೆ. ಬ್ಯಾನರ್, ಫ್ಲೆಕ್ಸ್, ಪೋಸ್ಟರ್, ಕರಪತ್ರ ಸೇರಿದಂತೆ ಮುದ್ರಣ ಮಾಧ್ಯಮದ ಜಾಹೀರಾತುಗಳಿಗೂ ಅನುಮತಿ ಬೇಕು. ಪೇಯ್ಡ್ ನ್ಯೂಸ್ ಮೇಲೆ ಸಹ ನಿಗಾ ವಹಿಸಲಾಗುವುದು. ಮಾಧ್ಯಮ ಕಣ್ಗಾವಲು ಸಮಿತಿ ಮೂಲಕ ಎಲ್ಲಾ ರೀತಿಯ ಮಾಹಿತಿ ಪರಿಶೀಲಿಸಿ ಕ್ರಮ ಕೈಗೊಳ್ಳಲಾಗುವುದು.	[1153, 1758, 1482, 1934]
registration-dots-left	[86, 2276, 167, 2291]
subhead-cvigil: ಸಿ-ವಿಜಿಲ್ ತಂತ್ರಾಂಶ ಬಳಸಿ	[920, 1371, 1058, 1390]
laugh-icon	[95, 146, 136, 187]
srinath-text: ಜಿಲ್ಲಾ ಚುನಾವಣಾ ರಾಯಭಾರಿಯಾಗಿ ಜಾವಗಲ್ ಶ್ರೀನಾಥ್ ಅವರು ಆಯ್ಕೆಯಾಗಿದ್ದಾರೆ. ಮತದಾರರಲ್ಲಿ ಜಾಗೃತಿ ಮೂಡಿಸುವ ನಿಟ್ಟಿನಲ್ಲಿ ಮಾಜಿ ಕ್ರಿಕೆಟಿಗರಾದ ಜಾವಗಲ್ ಶ್ರೀನಾಥ್ ಅವರೊಟ್ಟಿಗೆ ತೃತೀಯ ಲಿಂಗಿ ಹಾಗೂ ಕಲಾ ಯಿಯೂಗಳನ್ನು ಆಮ್ಲಾನಿಸಲಾಗಿದೆ. ಈ ಮೂಲಕ ಮತದಾನ ಹೆಚ್ಚಳವನ್ನು ಖಾತರಿಪಡಿಸಲಾಗುವುದು.	[836, 391, 1054, 481]
